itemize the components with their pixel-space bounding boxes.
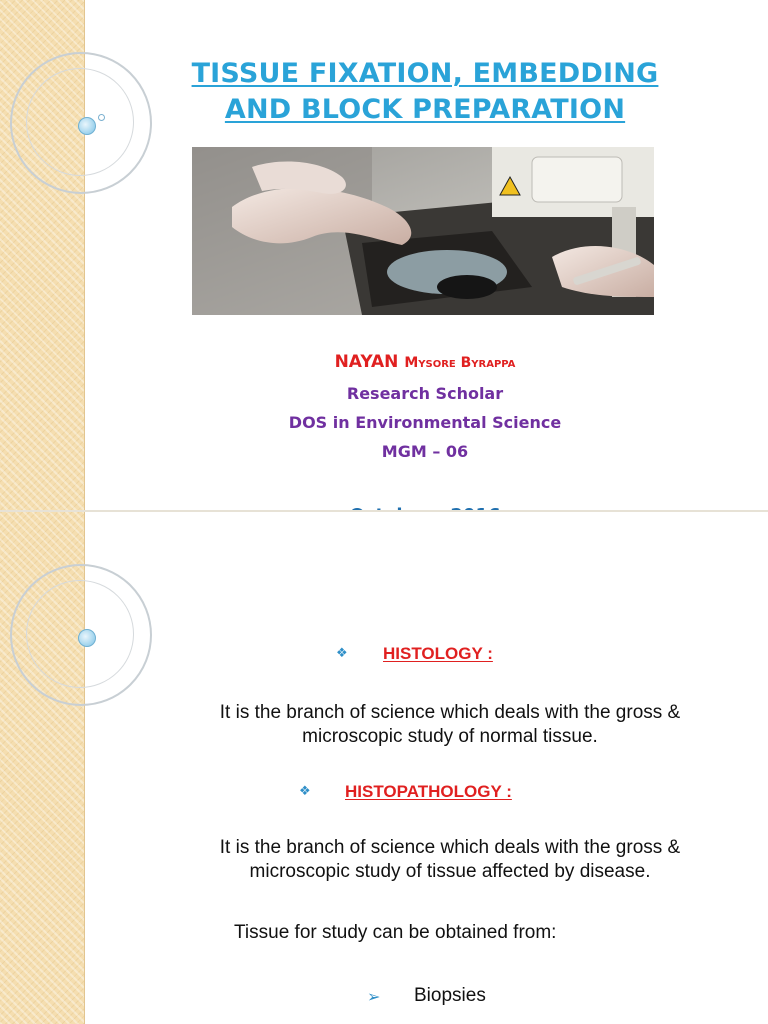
author-last-name: Mysore Byrappa	[404, 355, 516, 371]
decorative-dot	[98, 114, 105, 121]
decorative-dot	[78, 117, 96, 135]
histology-heading: HISTOLOGY :	[383, 644, 493, 663]
author-name	[180, 352, 670, 372]
author-first-name: NAYAN	[334, 352, 399, 372]
author-id: MGM – 06	[381, 442, 469, 461]
text-line: microscopic study of normal tissue.	[302, 726, 598, 747]
histopathology-definition	[150, 836, 750, 884]
author-department: DOS in Environmental Science	[288, 413, 562, 432]
text-line: microscopic study of tissue affected by disease.	[249, 861, 651, 882]
source-item: Biopsies	[414, 985, 486, 1006]
title-line: AND BLOCK PREPARATION	[224, 94, 626, 125]
content-slide	[0, 512, 768, 1024]
slide-title	[120, 56, 730, 128]
text-line: It is the branch of science which deals with the gross &	[219, 702, 681, 723]
histopathology-heading: HISTOPATHOLOGY :	[345, 782, 512, 801]
lab-photo	[192, 147, 654, 315]
source-intro: Tissue for study can be obtained from:	[234, 922, 557, 943]
microtome-photo-illustration	[192, 147, 654, 315]
author-role: Research Scholar	[346, 384, 504, 403]
title-line: TISSUE FIXATION, EMBEDDING	[191, 58, 659, 89]
histology-definition	[150, 701, 750, 749]
diamond-bullet-icon: ❖	[336, 646, 348, 661]
arrow-bullet-icon: ➢	[367, 987, 381, 1006]
diamond-bullet-icon: ❖	[299, 784, 311, 799]
decorative-dot	[78, 629, 96, 647]
text-line: It is the branch of science which deals with the gross &	[219, 837, 681, 858]
